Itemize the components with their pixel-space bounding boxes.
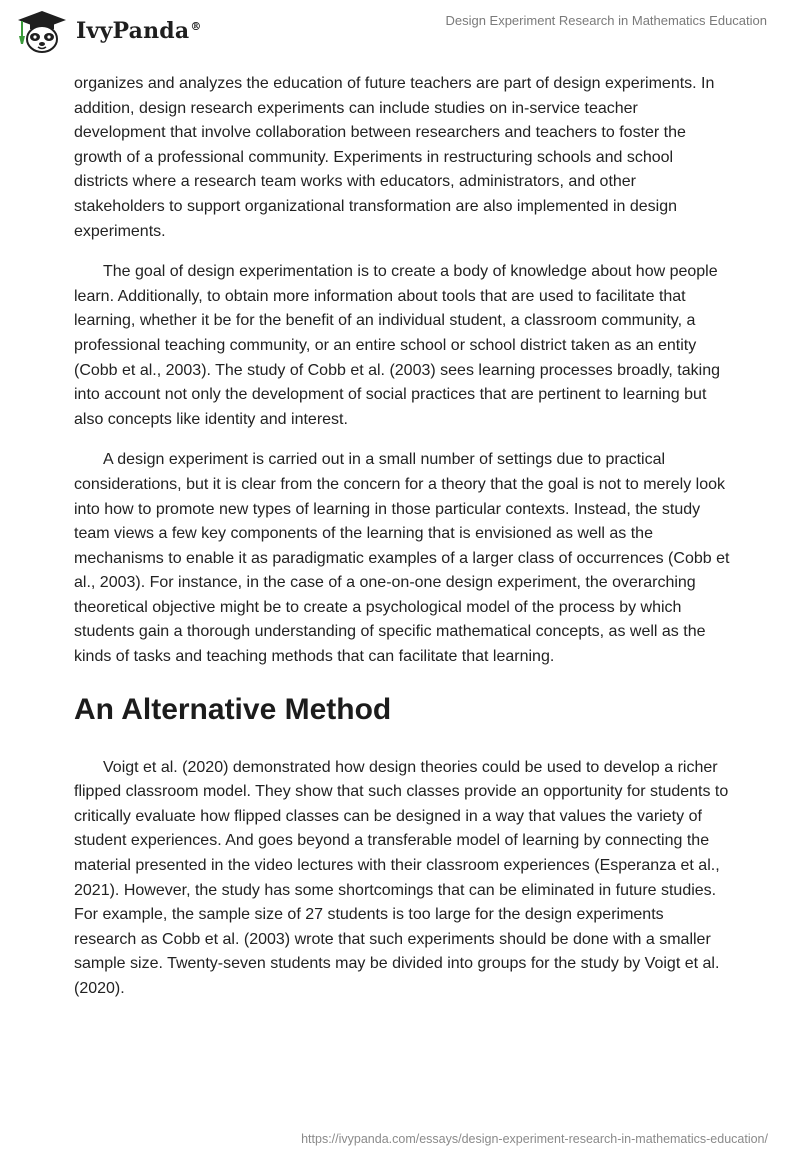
panda-graduate-icon — [14, 8, 70, 54]
brand-name: IvyPanda® — [76, 18, 202, 44]
paragraph: Voigt et al. (2020) demonstrated how design theories could be used to develop a richer flipped classroom model. They show that such classes provide an opportunity for students to critically evaluate how flipped classes can be designed in a way that values the variety of student experiences. And goes beyond a transferable model of learning by connecting the material presented in the video lectures with their classroom experiences (Esperanza et al., 2021). However, the study has some shortcomings that can be eliminated in future studies. For example, the sample size of 27 students is too large for the design experiments research as Cobb et al. (2003) wrote that such experiments should be done with a smaller sample size. Twenty-seven students may be divided into groups for the study by Voigt et al. (2020). — [74, 758, 729, 997]
source-url[interactable]: https://ivypanda.com/essays/design-experiment-research-in-mathematics-education/ — [301, 1132, 768, 1146]
paragraph-continuation: organizes and analyzes the education of future teachers are part of design experiments. In addition, design research experiments can include studies on in-service teacher development that involve collaboration between researchers and teachers to foster the growth of a professional community. Experiments in restructuring schools and school districts where a research team works with educators, administrators, and other stakeholders to support organizational transformation are also implemented in design experiments. — [74, 75, 715, 240]
paragraph: A design experiment is carried out in a small number of settings due to practical considerations, but it is clear from the concern for a theory that the goal is not to merely look into how to promote new types of learning in those particular contexts. Instead, the study team views a few key components of the learning that is envisioned as well as the mechanisms to enable it as paradigmatic examples of a larger class of occurrences (Cobb et al., 2003). For instance, in the case of a one-on-one design experiment, the overarching theoretical objective might be to create a psychological model of the process by which students gain a thorough understanding of specific mathematical concepts, as well as the kinds of tasks and teaching methods that can facilitate that learning. — [74, 451, 730, 666]
registered-mark: ® — [190, 19, 202, 33]
page-header — [0, 0, 800, 72]
essay-content — [74, 72, 730, 1018]
ivypanda-logo[interactable] — [14, 8, 202, 54]
document-title: Design Experiment Research in Mathematics Education — [445, 13, 767, 28]
section-heading: An Alternative Method — [74, 692, 392, 726]
paragraph: The goal of design experimentation is to create a body of knowledge about how people learn. Additionally, to obtain more information about tools that are used to facilitate that learning, whether it be for the benefit of an individual student, a classroom community, a professional teaching community, or an entire school or school district taken as an entity (Cobb et al., 2003). The study of Cobb et al. (2003) sees learning processes broadly, taking into account not only the development of social practices that are pertinent to learning but also concepts like identity and interest. — [74, 263, 720, 428]
